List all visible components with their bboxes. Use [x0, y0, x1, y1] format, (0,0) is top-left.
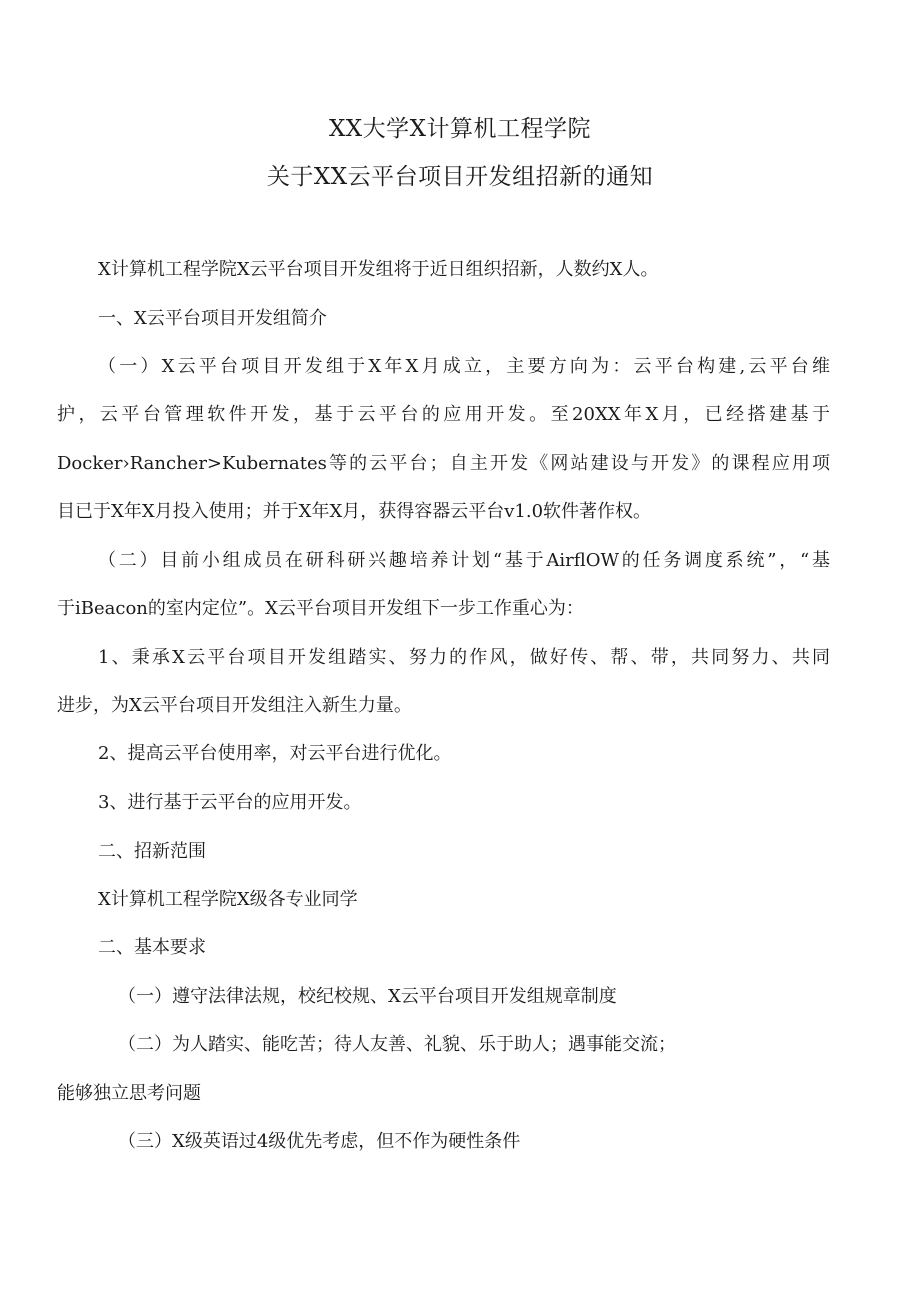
requirement-1: （一）遵守法律法规，校纪校规、X云平台项目开发组规章制度 [118, 986, 617, 1007]
intro-paragraph: X计算机工程学院X云平台项目开发组将于近日组织招新，人数约X人。 [98, 259, 659, 280]
focus-item-3: 3、进行基于云平台的应用开发。 [98, 792, 362, 813]
requirement-2-continued: 能够独立思考问题 [57, 1083, 201, 1104]
focus-item-1: 1、秉承X云平台项目开发组踏实、努力的作风，做好传、帮、带，共同努力、共同 [98, 647, 830, 668]
section-heading-requirements: 二、基本要求 [98, 937, 206, 958]
section-heading-scope: 二、招新范围 [98, 841, 206, 862]
paragraph-line: （一）X云平台项目开发组于X年X月成立，主要方向为：云平台构建,云平台维 [98, 356, 830, 377]
paragraph-line: 护，云平台管理软件开发，基于云平台的应用开发。至20XX年X月，已经搭建基于 [57, 404, 830, 425]
focus-item-2: 2、提高云平台使用率，对云平台进行优化。 [98, 743, 452, 764]
requirement-3: （三）X级英语过4级优先考虑，但不作为硬性条件 [118, 1131, 521, 1152]
paragraph-line: 目已于X年X月投入使用；并于X年X月，获得容器云平台v1.0软件著作权。 [57, 501, 652, 522]
requirement-2: （二）为人踏实、能吃苦；待人友善、礼貌、乐于助人；遇事能交流； [118, 1034, 676, 1055]
focus-item-1-continued: 进步，为X云平台项目开发组注入新生力量。 [57, 695, 412, 716]
scope-text: X计算机工程学院X级各专业同学 [98, 889, 358, 910]
document-title-notice: 关于XX云平台项目开发组招新的通知 [266, 164, 654, 190]
section-heading-introduction: 一、X云平台项目开发组简介 [98, 308, 327, 329]
paragraph-line: （二）目前小组成员在研科研兴趣培养计划“基于AirflOW的任务调度系统”，“基 [98, 550, 830, 571]
document-title-institution: XX大学X计算机工程学院 [328, 116, 592, 142]
paragraph-line: Docker›Rancher>Kubernates等的云平台；自主开发《网站建设与开发》的课程应用项 [57, 453, 830, 474]
paragraph-line: 于iBeacon的室内定位”。X云平台项目开发组下一步工作重心为： [57, 598, 584, 619]
